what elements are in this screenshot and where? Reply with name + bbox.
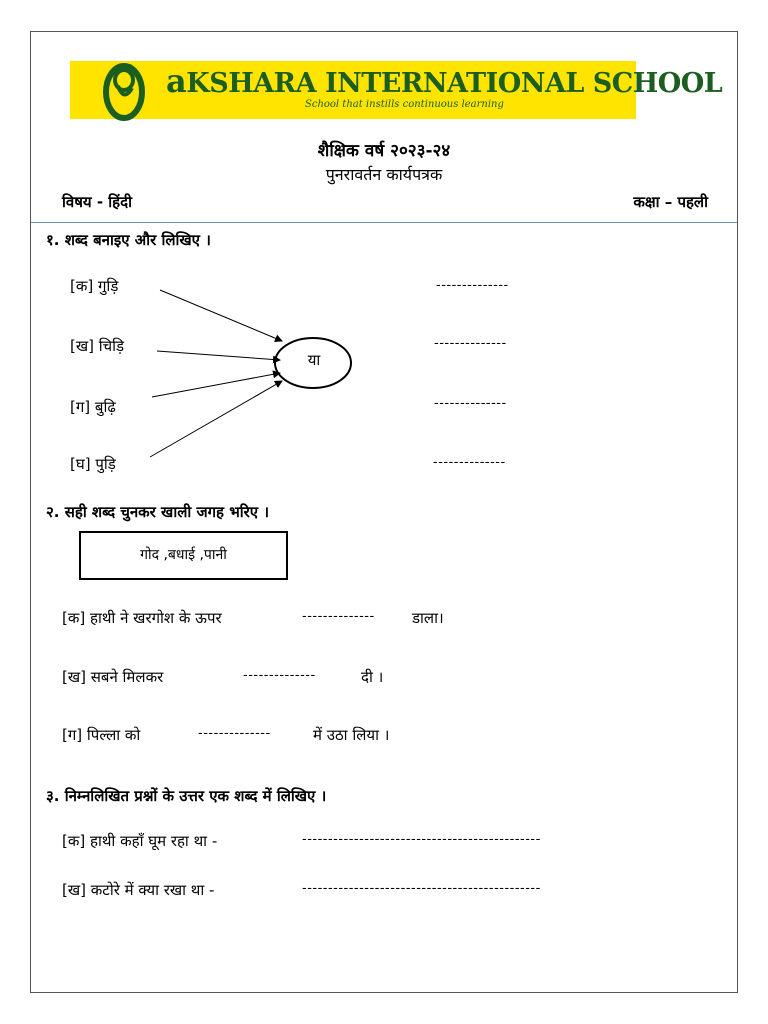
- q1-item-ka: [क] गुड़ि: [70, 277, 119, 295]
- q2-word-box: गोद ,बधाई ,पानी: [79, 531, 288, 580]
- q1-center-word: या: [307, 351, 321, 369]
- academic-year: शैक्षिक वर्ष २०२३-२४: [317, 141, 451, 161]
- q1-blank-gha: --------------: [433, 455, 506, 470]
- school-tagline: School that instills continuous learning: [305, 99, 504, 110]
- question-3-title: ३. निम्नलिखित प्रश्नों के उत्तर एक शब्द में लिखिए ।: [46, 787, 327, 805]
- q2-suffix-ga: में उठा लिया ।: [313, 726, 390, 744]
- q2-blank-kha: --------------: [243, 668, 316, 683]
- q2-suffix-kha: दी ।: [361, 668, 384, 686]
- q1-blank-kha: --------------: [434, 336, 507, 351]
- class-label: कक्षा – पहली: [633, 193, 708, 211]
- q2-blank-ka: --------------: [302, 609, 375, 624]
- q2-blank-ga: --------------: [198, 726, 271, 741]
- worksheet-title: पुनरावर्तन कार्यपत्रक: [325, 165, 443, 184]
- q1-item-kha: [ख] चिड़ि: [70, 337, 125, 355]
- q2-item-kha: [ख] सबने मिलकर: [62, 668, 164, 686]
- q2-suffix-ka: डाला।: [412, 609, 444, 627]
- q1-item-gha: [घ] पुड़ि: [70, 455, 116, 473]
- q3-blank-ka: ----------------------------------------------: [302, 832, 541, 847]
- school-logo-icon: [92, 58, 156, 122]
- q3-blank-kha: ----------------------------------------------: [302, 881, 541, 896]
- header-divider: [31, 222, 737, 223]
- question-2-title: २. सही शब्द चुनकर खाली जगह भरिए ।: [46, 503, 270, 521]
- q1-blank-ka: --------------: [436, 278, 509, 293]
- subject-label: विषय - हिंदी: [62, 193, 132, 211]
- q2-item-ga: [ग] पिल्ला को: [62, 726, 141, 744]
- q2-item-ka: [क] हाथी ने खरगोश के ऊपर: [62, 609, 222, 627]
- q1-item-ga: [ग] बुढ़ि: [70, 398, 116, 416]
- question-1-title: १. शब्द बनाइए और लिखिए ।: [46, 231, 211, 249]
- q1-blank-ga: --------------: [434, 396, 507, 411]
- q3-item-ka: [क] हाथी कहाँ घूम रहा था -: [62, 832, 218, 850]
- school-name: aKSHARA INTERNATIONAL SCHOOL: [166, 62, 723, 100]
- q3-item-kha: [ख] कटोरे में क्या रखा था -: [62, 881, 215, 899]
